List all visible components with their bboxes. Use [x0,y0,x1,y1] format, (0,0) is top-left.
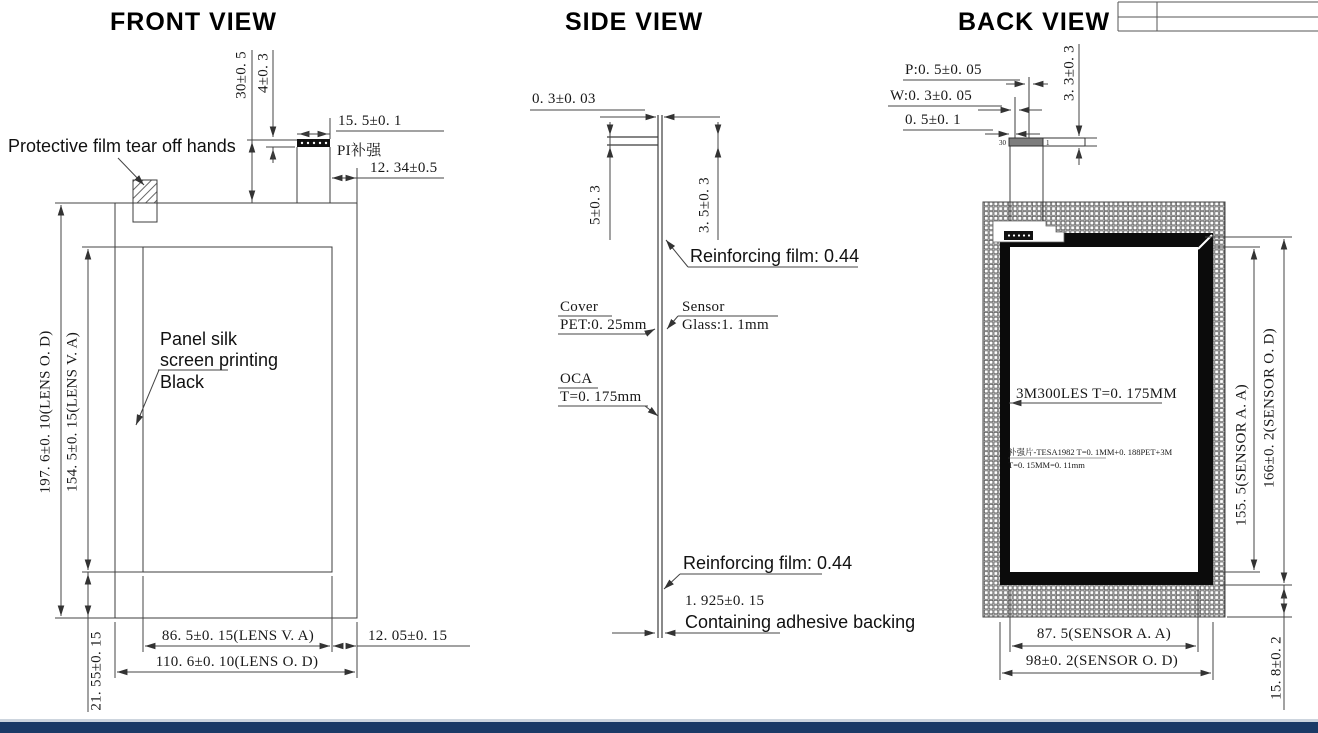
back-dim-edge: 0. 5±0. 1 [905,112,961,128]
back-view-body [983,202,1225,617]
front-dim-bottom-border: 21. 55±0. 15 [88,631,105,711]
title-block-corner [1118,2,1318,31]
oca-label: OCA [560,371,593,387]
bottom-accent-bar [0,722,1318,733]
back-dim-sensor-od-height: 166±0. 2(SENSOR O. D) [1261,328,1278,488]
front-dim-30: 30±0. 5 [233,51,250,99]
cover-label: Cover [560,299,599,315]
back-dim-pitch: P:0. 5±0. 05 [905,62,982,78]
front-dim-tail-width: 15. 5±0. 1 [338,113,402,129]
oca-thickness-label: T=0. 175mm [560,389,642,405]
back-view-title: BACK VIEW [958,8,1111,36]
silk-print-label-1: Panel silk [160,329,238,349]
front-dim-right-border: 12. 05±0. 15 [368,628,448,644]
tape-label: 3M300LES T=0. 175MM [1016,386,1177,402]
stiffener-note-line2: T=0. 15MM=0. 11mm [1008,460,1085,470]
front-view-outline [115,147,357,618]
side-dim-1925: 1. 925±0. 15 [685,593,765,609]
adhesive-backing-label: Containing adhesive backing [685,612,916,632]
cover-pet-label: PET:0. 25mm [560,317,647,333]
front-pi-stiffener [297,139,330,147]
side-dim-5: 5±0. 3 [587,184,604,226]
front-view-title: FRONT VIEW [110,8,277,36]
side-view-title: SIDE VIEW [565,8,704,36]
front-dim-lens-od-height: 197. 6±0. 10(LENS O. D) [37,330,54,494]
side-dim-35: 3. 5±0. 3 [696,177,713,233]
sensor-glass-label: Glass:1. 1mm [682,317,769,333]
back-dim-sensor-od-width: 98±0. 2(SENSOR O. D) [1025,653,1179,669]
front-dim-lens-od-width: 110. 6±0. 10(LENS O. D) [155,654,319,670]
back-dim-width: W:0. 3±0. 05 [890,88,973,104]
sensor-label: Sensor [682,299,725,315]
front-dim-tail-offset: 12. 34±0.5 [370,160,438,176]
silk-print-label-2: screen printing [160,350,279,370]
front-dim-4: 4±0. 3 [255,52,272,94]
stiffener-note-line1: 补强片-TESA1982 T=0. 1MM+0. 188PET+3M [1008,447,1173,457]
front-dim-lens-va-width: 86. 5±0. 15(LENS V. A) [161,628,315,644]
back-dim-connector-height: 3. 3±0. 3 [1061,45,1078,101]
protective-film-label: Protective film tear off hands [8,136,236,156]
reinforcing-film-top-label: Reinforcing film: 0.44 [690,246,860,266]
silk-print-label-3: Black [160,372,205,392]
side-view-section [607,115,662,638]
back-dim-sensor-aa-height: 155. 5(SENSOR A. A) [1233,384,1250,526]
back-dim-sensor-aa-width: 87. 5(SENSOR A. A) [1036,626,1172,642]
pin-number-30: 30 [999,139,1006,147]
reinforcing-film-bottom-label: Reinforcing film: 0.44 [683,553,853,573]
pin-number-1: 1 [1046,139,1050,147]
side-dim-03: 0. 3±0. 03 [532,91,596,107]
front-dim-lens-va-height: 154. 5±0. 15(LENS V. A) [64,331,81,493]
back-dim-bottom-border: 15. 8±0. 2 [1268,636,1285,700]
pi-stiffener-label: PI补强 [337,143,382,159]
